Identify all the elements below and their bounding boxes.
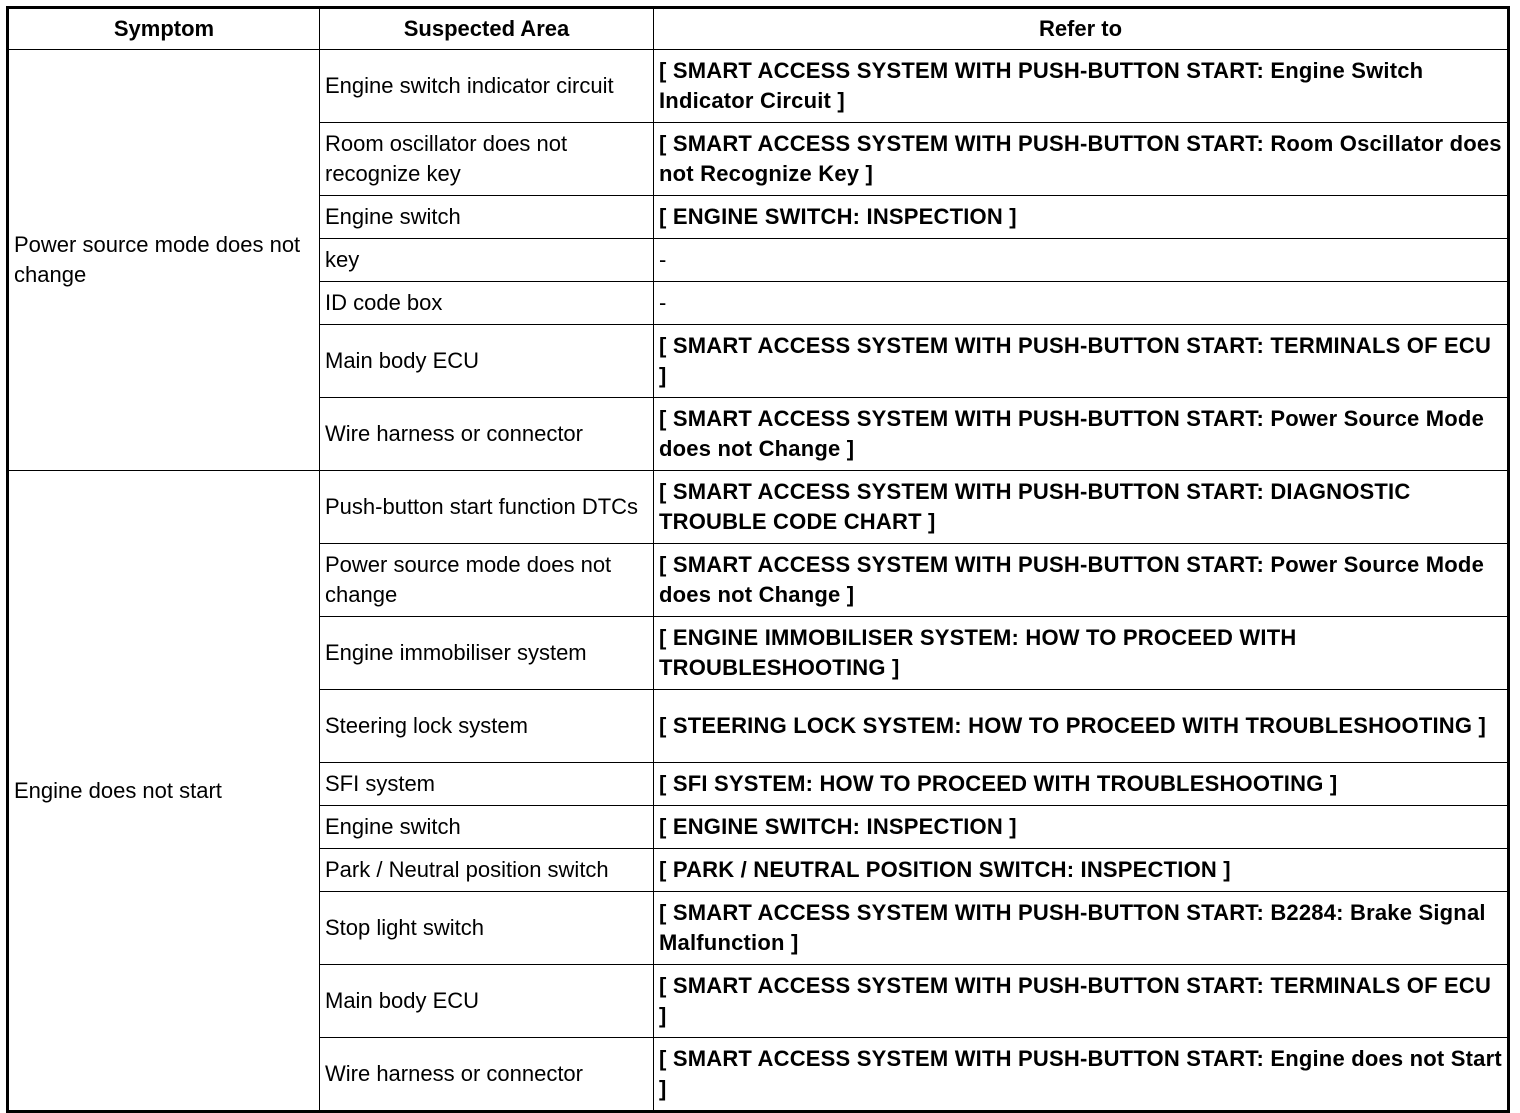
refer-to-link[interactable]: [ SMART ACCESS SYSTEM WITH PUSH-BUTTON START: Engine does not Start ] — [654, 1038, 1509, 1112]
header-symptom: Symptom — [8, 8, 320, 50]
suspected-area-cell: key — [320, 239, 654, 282]
refer-to-cell: - — [654, 282, 1509, 325]
symptom-cell: Engine does not start — [8, 471, 320, 1112]
suspected-area-cell: Engine switch — [320, 196, 654, 239]
troubleshooting-table-container — [6, 6, 1510, 1113]
refer-to-link[interactable]: [ ENGINE IMMOBILISER SYSTEM: HOW TO PROCEED WITH TROUBLESHOOTING ] — [654, 617, 1509, 690]
refer-to-link[interactable]: [ SMART ACCESS SYSTEM WITH PUSH-BUTTON START: Power Source Mode does not Change ] — [654, 398, 1509, 471]
header-suspected-area: Suspected Area — [320, 8, 654, 50]
refer-to-link[interactable]: [ SMART ACCESS SYSTEM WITH PUSH-BUTTON START: B2284: Brake Signal Malfunction ] — [654, 892, 1509, 965]
suspected-area-cell: ID code box — [320, 282, 654, 325]
refer-to-link[interactable]: [ SMART ACCESS SYSTEM WITH PUSH-BUTTON START: TERMINALS OF ECU ] — [654, 325, 1509, 398]
refer-to-link[interactable]: [ ENGINE SWITCH: INSPECTION ] — [654, 196, 1509, 239]
suspected-area-cell: SFI system — [320, 763, 654, 806]
suspected-area-cell: Wire harness or connector — [320, 1038, 654, 1112]
suspected-area-cell: Main body ECU — [320, 325, 654, 398]
suspected-area-cell: Push-button start function DTCs — [320, 471, 654, 544]
suspected-area-cell: Power source mode does not change — [320, 544, 654, 617]
refer-to-link[interactable]: [ PARK / NEUTRAL POSITION SWITCH: INSPECTION ] — [654, 849, 1509, 892]
refer-to-link[interactable]: [ STEERING LOCK SYSTEM: HOW TO PROCEED WITH TROUBLESHOOTING ] — [654, 690, 1509, 763]
refer-to-cell: - — [654, 239, 1509, 282]
symptom-cell: Power source mode does not change — [8, 50, 320, 471]
suspected-area-cell: Stop light switch — [320, 892, 654, 965]
suspected-area-cell: Steering lock system — [320, 690, 654, 763]
header-row — [8, 8, 1509, 50]
table-row — [8, 50, 1509, 123]
refer-to-link[interactable]: [ SMART ACCESS SYSTEM WITH PUSH-BUTTON START: DIAGNOSTIC TROUBLE CODE CHART ] — [654, 471, 1509, 544]
suspected-area-cell: Engine switch — [320, 806, 654, 849]
refer-to-link[interactable]: [ SMART ACCESS SYSTEM WITH PUSH-BUTTON START: TERMINALS OF ECU ] — [654, 965, 1509, 1038]
table-row — [8, 471, 1509, 544]
suspected-area-cell: Park / Neutral position switch — [320, 849, 654, 892]
problem-symptoms-table — [6, 6, 1510, 1113]
refer-to-link[interactable]: [ SMART ACCESS SYSTEM WITH PUSH-BUTTON START: Power Source Mode does not Change ] — [654, 544, 1509, 617]
refer-to-link[interactable]: [ SMART ACCESS SYSTEM WITH PUSH-BUTTON START: Room Oscillator does not Recognize Key ] — [654, 123, 1509, 196]
refer-to-link[interactable]: [ ENGINE SWITCH: INSPECTION ] — [654, 806, 1509, 849]
refer-to-link[interactable]: [ SMART ACCESS SYSTEM WITH PUSH-BUTTON START: Engine Switch Indicator Circuit ] — [654, 50, 1509, 123]
header-refer-to: Refer to — [654, 8, 1509, 50]
suspected-area-cell: Main body ECU — [320, 965, 654, 1038]
refer-to-link[interactable]: [ SFI SYSTEM: HOW TO PROCEED WITH TROUBLESHOOTING ] — [654, 763, 1509, 806]
suspected-area-cell: Room oscillator does not recognize key — [320, 123, 654, 196]
suspected-area-cell: Engine immobiliser system — [320, 617, 654, 690]
suspected-area-cell: Engine switch indicator circuit — [320, 50, 654, 123]
suspected-area-cell: Wire harness or connector — [320, 398, 654, 471]
